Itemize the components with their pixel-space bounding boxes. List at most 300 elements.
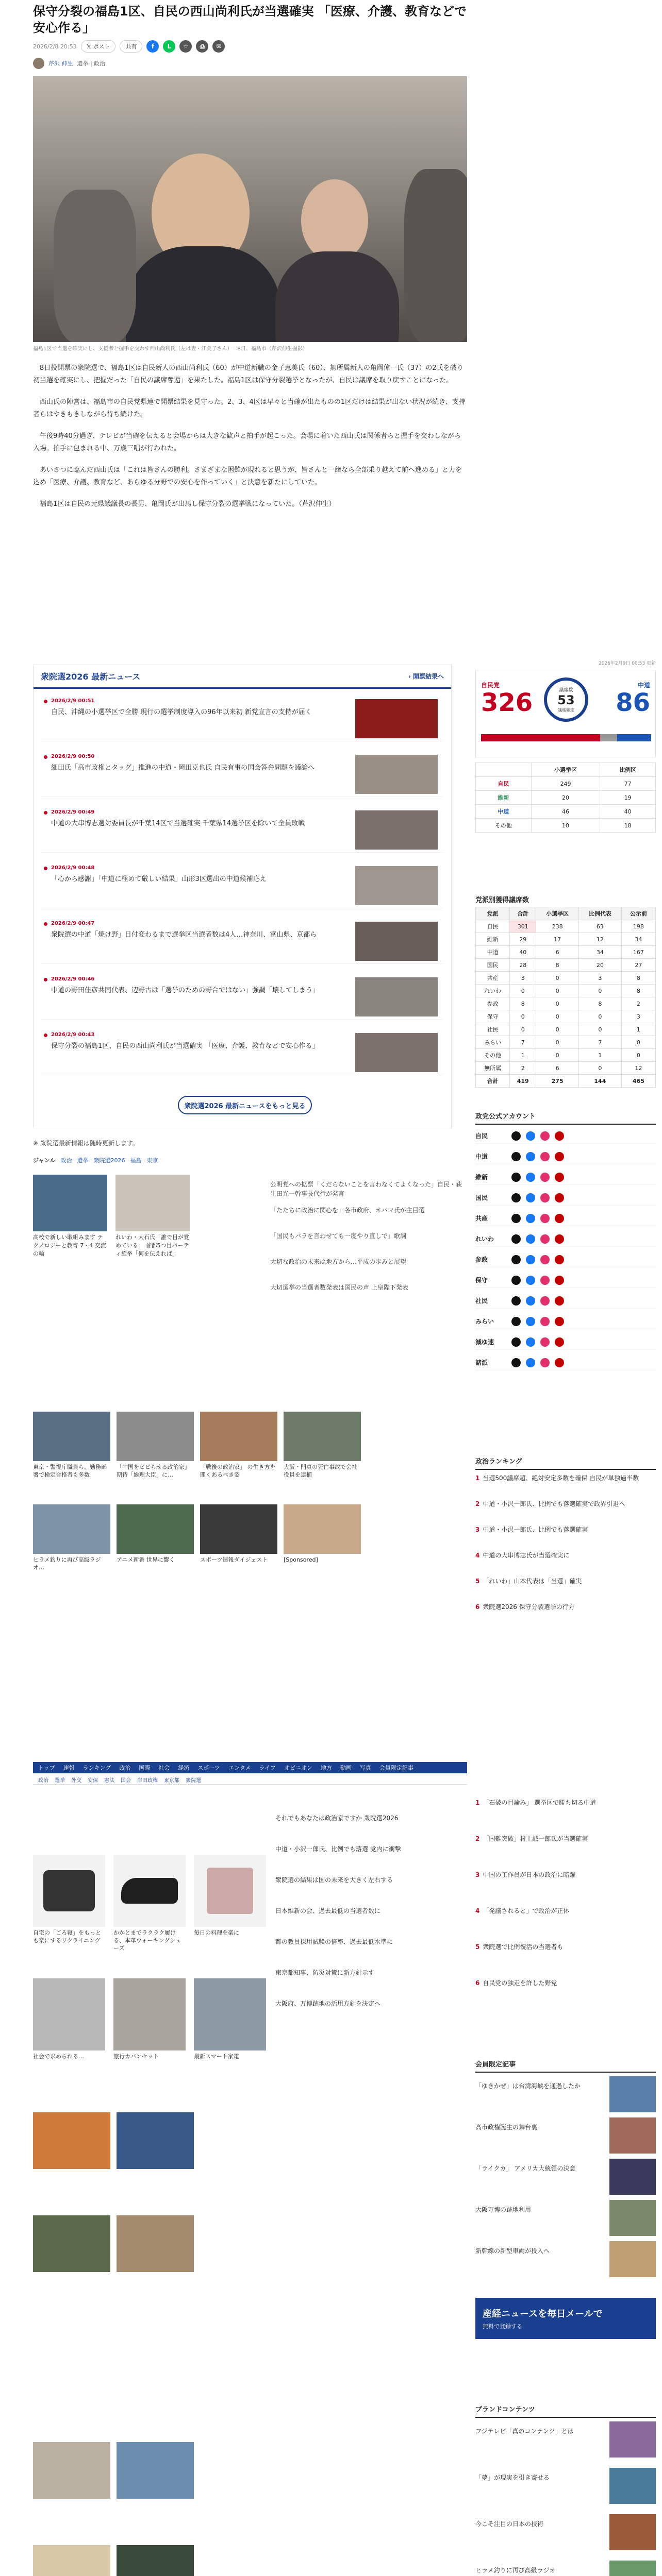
facebook-icon[interactable] [526, 1131, 535, 1141]
related-card[interactable] [33, 1175, 107, 1258]
account-row: 国民 [475, 1190, 656, 1206]
ldp-bar [481, 734, 600, 741]
youtube-icon[interactable] [555, 1337, 564, 1347]
rank-number: 2 [475, 1500, 480, 1507]
photo-figure [275, 251, 399, 342]
category-nav [33, 1762, 467, 1773]
article-paragraph: あいさつに臨んだ西山氏は「これは皆さんの勝利。さまざまな困難が現れると思うが、皆さんと一緒なら全部乗り越えて前へ進める」と力を込め「医療、介護、教育など、あらゆる分野での安心を作っていく」と決意を新たにしていた。 [33, 466, 462, 486]
related-card[interactable] [115, 1175, 190, 1258]
youtube-icon[interactable] [555, 1276, 564, 1285]
news-item[interactable] [41, 752, 443, 797]
news-item[interactable] [41, 974, 443, 1020]
member-thumbnail [609, 2200, 656, 2236]
product-image [113, 1978, 186, 2050]
story-thumbnail[interactable] [117, 2545, 194, 2576]
news-time: 2026/2/9 00:50 [51, 754, 95, 759]
ranking-item[interactable]: 1 当選500議席超、絶対安定多数を確保 自民が単独過半数 [475, 1475, 639, 1482]
facebook-icon[interactable] [526, 1152, 535, 1161]
nav-item[interactable]: スポーツ [197, 1765, 220, 1771]
related-title: 高校で新しい取組みます テクノロジーと教育 7・4 交流の輪 [33, 1234, 106, 1257]
table-row: 共産 3 0 3 8 [476, 972, 656, 985]
news-title: 衆院選の中道「焼け野」日付変わるまで選挙区当選者数は4人…神奈川、富山県、京都ら [51, 931, 317, 939]
x-icon[interactable] [511, 1214, 521, 1223]
instagram-icon[interactable] [540, 1255, 550, 1264]
accounts-title: 政党公式アカウント [475, 1108, 656, 1125]
x-icon[interactable] [511, 1276, 521, 1285]
table-row: 国民 28 8 20 27 [476, 959, 656, 972]
party-seat-table [475, 907, 656, 1088]
grid-title: [Sponsored] [284, 1556, 318, 1563]
newsletter-button[interactable]: 無料で登録する [483, 2323, 522, 2330]
news-time: 2026/2/9 00:51 [51, 698, 95, 704]
sub-nav-item[interactable]: 政治 [38, 1778, 48, 1784]
ldp-count [481, 681, 533, 716]
new-dot-icon [44, 700, 47, 703]
account-row: 減ゆ速 [475, 1334, 656, 1350]
nav-item[interactable]: 政治 [119, 1765, 131, 1771]
tag-link[interactable]: 東京 [146, 1157, 158, 1164]
article-headline: 保守分裂の福島1区、自民の西山尚利氏が当選確実 「医療、介護、教育などで安心作る」 [33, 4, 467, 35]
news-time: 2026/2/9 00:49 [51, 809, 95, 815]
facebook-icon[interactable] [526, 1337, 535, 1347]
product-card[interactable] [194, 1978, 266, 2060]
related-thumbnail [33, 1175, 107, 1231]
photo-caption: 福島1区で当選を確実にし、支援者と握手を交わす西山尚利氏（左は妻・江美子さん）＝8日、福島市（芹沢伸生撮影） [33, 346, 308, 352]
instagram-icon[interactable] [540, 1358, 550, 1367]
member-article[interactable]: 大阪万博の跡地利用 [475, 2206, 532, 2213]
youtube-icon[interactable] [555, 1317, 564, 1326]
sub-nav-item[interactable]: 選挙 [55, 1778, 65, 1784]
x-icon[interactable] [511, 1255, 521, 1264]
product-title: かかとまでラクラク履ける、本革ウォーキングシューズ [113, 1929, 181, 1952]
new-dot-icon [44, 811, 47, 815]
member-article[interactable]: 高市政権誕生の舞台裏 [475, 2124, 538, 2131]
product-card[interactable] [33, 1978, 105, 2060]
nav-item[interactable]: ライフ [259, 1765, 276, 1771]
story-thumbnail[interactable] [117, 2215, 194, 2272]
grid-card[interactable] [117, 1412, 194, 1479]
product-card[interactable] [194, 1855, 266, 1937]
member-article[interactable]: 「ゆきかぜ」は台湾海峡を通過したか [475, 2082, 581, 2090]
youtube-icon[interactable] [555, 1255, 564, 1264]
product-image [194, 1855, 266, 1927]
related-link[interactable]: 公明党への拡票「くだらないことを言わなくてよくなった」自民・萩生田光一幹事長代行が発言 [270, 1181, 462, 1197]
brand-title: ブランドコンテンツ [475, 2401, 656, 2418]
newsletter-banner[interactable] [475, 2298, 656, 2339]
member-title: 会員限定記事 [475, 2056, 656, 2073]
product-title: 社会で求められる… [33, 2053, 84, 2060]
account-row: 諸派 [475, 1355, 656, 1370]
photo-figure [301, 179, 368, 262]
rank-number: 5 [475, 1943, 480, 1951]
instagram-icon[interactable] [540, 1234, 550, 1244]
news-link[interactable]: 中道・小沢一郎氏、比例でも落選 党内に衝撃 [275, 1845, 401, 1853]
ranking-item[interactable]: 6 自民党の独走を許した野党 [475, 1979, 557, 1987]
rank-number: 6 [475, 1603, 480, 1611]
table-row: 自民 301 238 63 198 [476, 920, 656, 933]
results-link[interactable]: › 開票結果へ [408, 673, 444, 680]
news-item[interactable] [41, 919, 443, 964]
author-tag: 選挙 | 政治 [77, 60, 106, 67]
product-card[interactable] [33, 1855, 105, 1944]
table-row: 中道 40 6 34 167 [476, 946, 656, 959]
news-thumbnail [355, 977, 438, 1016]
author-name[interactable]: 芹沢 伸生 [48, 60, 73, 67]
bookmark-icon[interactable]: ☆ [179, 40, 192, 53]
related-link[interactable]: 「たたちに政治に関心を」各市政府、オバマ氏が主目選 [270, 1207, 425, 1214]
ranking-item[interactable]: 4 「発議されると」で政治が正体 [475, 1907, 570, 1914]
nav-item[interactable]: 会員限定記事 [379, 1765, 413, 1771]
chudo-count [616, 681, 650, 716]
grid-thumbnail [117, 1504, 194, 1554]
seat-summary-table [475, 762, 656, 833]
ranking-item[interactable]: 1 「石破の目論み」 選挙区で勝ち切る中道 [475, 1799, 597, 1806]
news-title: 自民、沖縄の小選挙区で全勝 現行の選挙制度導入の96年以来初 新党宣言の支持が届く [51, 708, 312, 716]
rank-number: 6 [475, 1979, 480, 1987]
ranking-item[interactable]: 5 「れいわ」山本代表は「当選」確実 [475, 1578, 582, 1585]
article-paragraph: 福島1区は自民の元県議議長の長男、亀岡氏が出馬し保守分裂の選挙戦になっていた。（芹沢伸生） [40, 500, 336, 508]
news-time: 2026/2/9 00:47 [51, 921, 95, 926]
tag-link[interactable]: 政治 [60, 1157, 72, 1164]
news-item[interactable] [41, 807, 443, 853]
grid-title: アニメ新番 世界に響く [117, 1556, 175, 1563]
update-note: ※ 衆院選最新情報は随時更新します。 [33, 1140, 139, 1147]
story-thumbnail[interactable] [117, 2112, 194, 2169]
new-dot-icon [44, 922, 47, 926]
brand-article[interactable]: フジテレビ「真のコンテンツ」とは [475, 2428, 574, 2435]
sub-nav-item[interactable]: 憲法 [104, 1778, 114, 1784]
ranking-item[interactable]: 3 中国の工作員が日本の政治に暗躍 [475, 1871, 576, 1878]
tag-link[interactable]: 衆院選2026 [93, 1157, 125, 1164]
chudo-seats: 86 [616, 688, 650, 717]
product-title: 自宅の「ごろ寝」をもっとも楽にするリクライニング [33, 1929, 101, 1944]
account-row: 保守 [475, 1273, 656, 1288]
news-link[interactable]: 日本維新の会、過去最低の当選者数に [275, 1907, 381, 1914]
table-header-row: 小選挙区 比例区 [476, 763, 656, 777]
grid-card[interactable] [33, 1412, 110, 1479]
grid-thumbnail [200, 1412, 277, 1461]
rank-number: 1 [475, 1475, 480, 1482]
member-article[interactable]: 新幹線の新型車両が投入へ [475, 2247, 550, 2255]
table-row: その他 1 0 1 0 [476, 1049, 656, 1062]
sub-nav-item[interactable]: 東京都 [164, 1778, 179, 1784]
facebook-icon[interactable] [526, 1214, 535, 1223]
seat-bar [481, 734, 651, 741]
ranking-item[interactable]: 3 中道・小沢一郎氏、比例でも落選確実 [475, 1526, 588, 1533]
account-row: 維新 [475, 1170, 656, 1185]
seat-total-gauge [544, 677, 588, 722]
news-time: 2026/2/9 00:48 [51, 865, 95, 871]
product-title: 毎日の料理を楽に [194, 1929, 239, 1936]
sub-nav-item[interactable]: 岸田政権 [137, 1778, 158, 1784]
seat-counter[interactable] [475, 670, 656, 757]
member-article[interactable]: 「ライクカ」 アメリカ大統領の決意 [475, 2165, 576, 2172]
table-row: 自民 249 77 [476, 777, 656, 791]
related-thumbnail [115, 1175, 190, 1231]
nav-item[interactable]: 地方 [320, 1765, 332, 1771]
photo-figure [404, 169, 467, 342]
photo-figure [126, 246, 280, 342]
share-more-label: 共有 [125, 43, 137, 50]
grid-thumbnail [33, 1412, 110, 1461]
story-thumbnail[interactable] [33, 2442, 110, 2499]
youtube-icon[interactable] [555, 1358, 564, 1367]
total-seats: 53 [557, 693, 575, 707]
youtube-icon[interactable] [555, 1234, 564, 1244]
ranking-title: 政治ランキング [475, 1453, 656, 1470]
news-title: 中道の大串博志選対委員長が千葉14区で当選確実 千葉県14選挙区を除いて全員敗戦 [51, 820, 305, 827]
account-row: 自民 [475, 1128, 656, 1144]
article-date: 2026/2/8 20:53 [33, 43, 77, 50]
story-thumbnail[interactable] [33, 2215, 110, 2272]
ranking-item[interactable]: 5 衆院選で比例復活の当選者も [475, 1943, 564, 1951]
nav-item[interactable]: 経済 [178, 1765, 190, 1771]
rank-number: 3 [475, 1526, 480, 1533]
share-x-label: ポスト [93, 43, 110, 50]
nav-item[interactable]: オピニオン [284, 1765, 312, 1771]
new-dot-icon [44, 755, 47, 759]
rank-number: 4 [475, 1552, 480, 1559]
x-icon[interactable] [511, 1337, 521, 1347]
grid-title: ヒラメ釣りに再び高級ラジオ… [33, 1556, 101, 1571]
author-row [33, 58, 467, 69]
total-label: 議席数 [559, 688, 573, 693]
table-row: 無所属 2 6 0 12 [476, 1062, 656, 1075]
news-link[interactable]: 東京都知事、防災対策に新方針示す [275, 1969, 375, 1976]
member-thumbnail [609, 2159, 656, 2195]
hero-photo [33, 76, 467, 342]
nav-item[interactable]: 動画 [340, 1765, 352, 1771]
nav-item[interactable]: エンタメ [228, 1765, 251, 1771]
ldp-label: 自民党 [481, 682, 500, 689]
photo-figure [54, 190, 136, 342]
rank-number: 5 [475, 1578, 480, 1585]
nav-item[interactable]: トップ [38, 1765, 55, 1771]
x-icon[interactable] [511, 1234, 521, 1244]
nav-item[interactable]: 国際 [139, 1765, 151, 1771]
facebook-icon[interactable]: f [146, 40, 159, 53]
nav-item[interactable]: 写真 [359, 1765, 371, 1771]
newsletter-title: 産経ニュースを毎日メールで [483, 2309, 603, 2319]
table-row: 維新 29 17 12 34 [476, 933, 656, 946]
article-meta [33, 40, 467, 53]
grid-thumbnail [200, 1504, 277, 1554]
news-box-title: 衆院選2026 最新ニュース [41, 672, 141, 682]
facebook-icon[interactable] [526, 1296, 535, 1306]
grid-title: 「中国をビビらせる政治家」期待「総理大臣」に… [117, 1464, 190, 1478]
table-row: 中道 46 40 [476, 805, 656, 819]
related-link[interactable]: 「国民もバラを言わせても一度やり直しで」歌詞 [270, 1232, 407, 1240]
member-thumbnail [609, 2117, 656, 2154]
product-title: 最新スマート家電 [194, 2053, 239, 2060]
sub-nav-item[interactable]: 安保 [88, 1778, 98, 1784]
grid-card[interactable] [33, 1504, 110, 1571]
youtube-icon[interactable] [555, 1131, 564, 1141]
news-thumbnail [355, 922, 438, 961]
table-row: 保守 0 0 0 3 [476, 1010, 656, 1023]
story-thumbnail[interactable] [117, 2442, 194, 2499]
product-card[interactable] [113, 1978, 186, 2060]
product-card[interactable] [113, 1855, 186, 1952]
grid-title: 「戦後の政治家」 の生き方を聞くあるべき姿 [200, 1464, 276, 1478]
grid-card[interactable] [200, 1412, 277, 1479]
instagram-icon[interactable] [540, 1337, 550, 1347]
x-icon[interactable] [511, 1317, 521, 1326]
ranking-item[interactable]: 2 中道・小沢一郎氏、比例でも落選確実で政界引退へ [475, 1500, 625, 1507]
ranking-item[interactable]: 4 中道の大串博志氏が当選確実に [475, 1552, 570, 1559]
rank-number: 3 [475, 1871, 480, 1878]
account-row: れいわ [475, 1231, 656, 1247]
ranking-item[interactable]: 6 衆院選2026 保守分裂選挙の行方 [475, 1603, 575, 1611]
product-image [113, 1855, 186, 1927]
other-bar [600, 734, 617, 741]
youtube-icon[interactable] [555, 1173, 564, 1182]
article-paragraph: 西山氏の陣営は、福島市の自民党県連で開票結果を見守った。2、3、4区は早々と当確が出たものの1区だけは結果が出ない状況が続き、支持者らはやきもきしながら待ち続けた。 [33, 398, 466, 418]
sub-category-nav [33, 1775, 467, 1785]
table-row: 参政 8 0 8 2 [476, 997, 656, 1010]
x-icon[interactable] [511, 1358, 521, 1367]
nav-item[interactable]: 社会 [158, 1765, 170, 1771]
ldp-seats: 326 [481, 688, 533, 717]
x-icon[interactable] [511, 1193, 521, 1202]
more-news-button[interactable]: 衆院選2026 最新ニュースをもっと見る [178, 1096, 312, 1114]
brand-article[interactable]: 「夢」が現実を引き寄せる [475, 2474, 550, 2481]
product-image [33, 1855, 105, 1927]
grid-title: 東京・警視庁職員ら、勤務部署で検定合格者も多数 [33, 1464, 107, 1478]
story-thumbnail[interactable] [33, 2545, 110, 2576]
share-more-button[interactable] [120, 40, 142, 53]
account-row: 社民 [475, 1293, 656, 1309]
seat-update-time: 2026年2月9日 00:53 更新 [598, 661, 656, 666]
chudo-bar [617, 734, 651, 741]
facebook-icon[interactable] [526, 1276, 535, 1285]
article-paragraph: 8日投開票の衆院選で、福島1区は自民新人の西山尚利氏（60）が中道新職の金子恵美氏（60）、無所属新人の亀岡偉一氏（37）の2氏を破り初当選を確実にし、把握だった「自民の議席奪還」を果たした。福島1区は保守分裂選挙となったが、自民は議席を取り戻すことになった。 [33, 364, 464, 384]
related-link[interactable]: 大切な政治の未来は地方から…平成の歩みと展望 [270, 1258, 407, 1265]
nav-item[interactable]: 速報 [63, 1765, 75, 1771]
brand-thumbnail [609, 2468, 656, 2504]
youtube-icon[interactable] [555, 1214, 564, 1223]
news-thumbnail [355, 699, 438, 738]
table-row: 維新 20 19 [476, 791, 656, 805]
genre-tags [33, 1156, 158, 1164]
share-x-button[interactable] [81, 40, 116, 53]
member-thumbnail [609, 2076, 656, 2112]
article [33, 0, 467, 2060]
mail-icon[interactable]: ✉ [212, 40, 225, 53]
product-image [194, 1978, 266, 2050]
instagram-icon[interactable] [540, 1152, 550, 1161]
product-title: 旅行カバンセット [113, 2053, 159, 2060]
facebook-icon[interactable] [526, 1317, 535, 1326]
grid-card[interactable] [117, 1504, 194, 1564]
news-thumbnail [355, 866, 438, 905]
facebook-icon[interactable] [526, 1193, 535, 1202]
youtube-icon[interactable] [555, 1296, 564, 1306]
x-icon[interactable] [511, 1296, 521, 1306]
instagram-icon[interactable] [540, 1131, 550, 1141]
x-icon[interactable] [511, 1173, 521, 1182]
news-title: 細田氏「高市政権とタッグ」推進の中道・岡田克也氏 自民有事の国会答弁問題を議論へ [51, 764, 315, 772]
tag-link[interactable]: 福島 [130, 1157, 142, 1164]
news-thumbnail [355, 755, 438, 794]
facebook-icon[interactable] [526, 1358, 535, 1367]
brand-article[interactable]: ヒラメ釣りに再び高級ラジオ [475, 2567, 556, 2574]
sub-nav-item[interactable]: 外交 [71, 1778, 81, 1784]
news-item[interactable] [41, 696, 443, 741]
instagram-icon[interactable] [540, 1214, 550, 1223]
table-row: 社民 0 0 0 1 [476, 1023, 656, 1036]
instagram-icon[interactable] [540, 1276, 550, 1285]
total-sub: 議席確定 [558, 708, 574, 713]
news-item[interactable] [41, 1030, 443, 1075]
table-row: れいわ 0 0 0 8 [476, 985, 656, 997]
table-row: その他 10 18 [476, 819, 656, 833]
new-dot-icon [44, 1033, 47, 1037]
x-icon[interactable] [511, 1131, 521, 1141]
news-time: 2026/2/9 00:46 [51, 976, 95, 982]
line-icon[interactable]: L [163, 40, 175, 53]
news-box-header [34, 665, 451, 689]
sub-nav-item[interactable]: 国会 [121, 1778, 131, 1784]
instagram-icon[interactable] [540, 1173, 550, 1182]
grid-title: スポーツ速報ダイジェスト [200, 1556, 268, 1563]
rank-number: 4 [475, 1907, 480, 1914]
grid-card[interactable] [284, 1412, 361, 1479]
instagram-icon[interactable] [540, 1193, 550, 1202]
related-title: れいわ・大石氏「誰で目が覚めている」 首都5つ目パーティ旋挙「何を伝えれば」 [115, 1234, 189, 1257]
grid-card[interactable] [200, 1504, 277, 1564]
news-link[interactable]: 衆院選の結果は国の未来を大きく左右する [275, 1876, 393, 1884]
facebook-icon[interactable] [526, 1234, 535, 1244]
nav-item[interactable]: ランキング [82, 1765, 111, 1771]
ranking-item[interactable]: 2 「国難突破」村上誠一郎氏が当選確実 [475, 1835, 588, 1842]
article-paragraph: 午後9時40分過ぎ、テレビが当確を伝えると会場からは大きな歓声と拍手が起こった。会場に着いた西山氏は関係者らと握手を交わしながら入場。拍手に包まれる中、万歳三唱が行われた。 [33, 432, 461, 452]
tag-link[interactable]: 選挙 [77, 1157, 89, 1164]
grid-thumbnail [284, 1412, 361, 1461]
news-link[interactable]: 大阪府、万博跡地の活用方針を決定へ [275, 2000, 381, 2007]
account-row: 共産 [475, 1211, 656, 1226]
youtube-icon[interactable] [555, 1152, 564, 1161]
sub-nav-item[interactable]: 衆院選 [186, 1778, 201, 1784]
instagram-icon[interactable] [540, 1317, 550, 1326]
grid-card[interactable] [284, 1504, 361, 1564]
instagram-icon[interactable] [540, 1296, 550, 1306]
facebook-icon[interactable] [526, 1173, 535, 1182]
x-icon[interactable] [511, 1152, 521, 1161]
news-title: 保守分裂の福島1区、自民の西山尚利氏が当選確実 「医療、介護、教育などで安心作る」 [51, 1042, 319, 1050]
brand-thumbnail [609, 2514, 656, 2550]
related-link[interactable]: 大切選挙の当選者数発表は国民の声 上皇陛下発表 [270, 1284, 408, 1291]
brand-article[interactable]: 今こそ注目の日本の技術 [475, 2520, 544, 2528]
brand-thumbnail [609, 2421, 656, 2458]
print-icon[interactable]: ⎙ [196, 40, 208, 53]
grid-thumbnail [284, 1504, 361, 1554]
news-link[interactable]: それでもあなたは政治家ですか 衆院選2026 [275, 1815, 399, 1822]
grid-thumbnail [117, 1412, 194, 1461]
election-news-box [33, 665, 452, 1128]
rank-number: 2 [475, 1835, 480, 1842]
facebook-icon[interactable] [526, 1255, 535, 1264]
news-link[interactable]: 都の教員採用試験の倍率、過去最低水準に [275, 1938, 393, 1945]
youtube-icon[interactable] [555, 1193, 564, 1202]
member-thumbnail [609, 2241, 656, 2277]
genre-label: ジャンル [33, 1157, 56, 1164]
news-title: 「心から感謝」「中道に極めて厳しい結果」山形3区選出の中道候補応え [51, 875, 267, 883]
table-row: みらい 7 0 7 0 [476, 1036, 656, 1049]
news-item[interactable] [41, 863, 443, 908]
grid-title: 大阪・門真の死亡事故で会社役員を逮捕 [284, 1464, 357, 1478]
story-thumbnail[interactable] [33, 2112, 110, 2169]
